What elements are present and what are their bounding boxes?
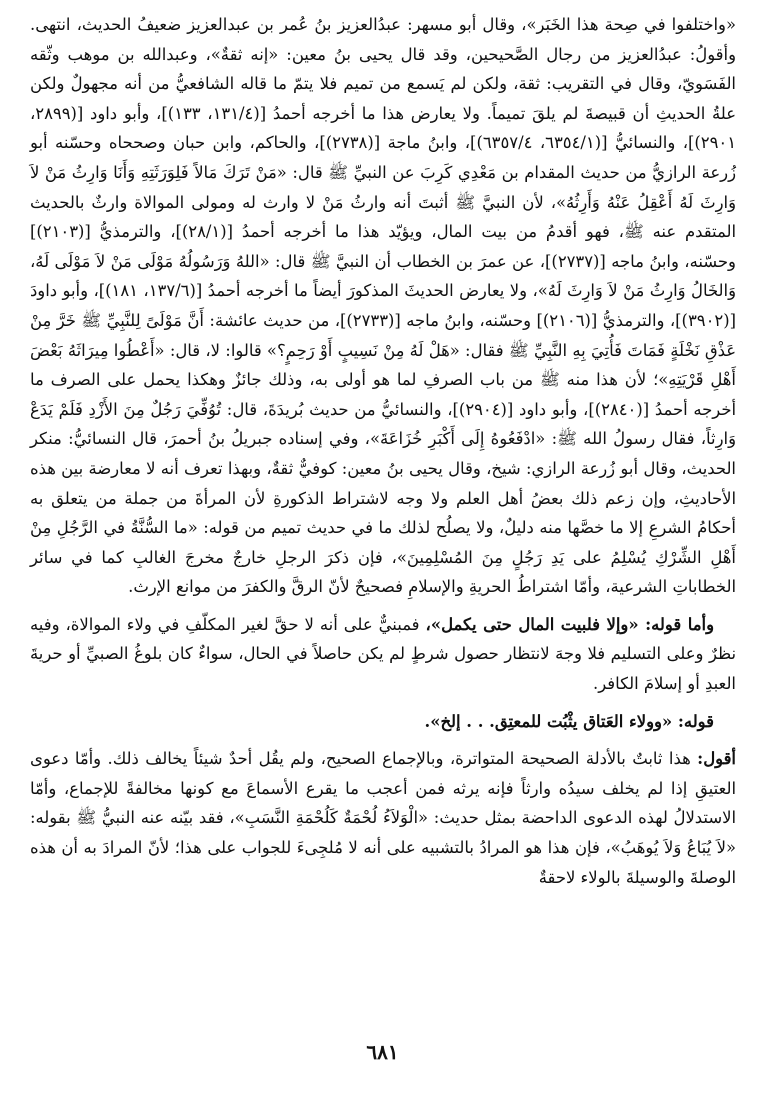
paragraph-body: فمبنيٌّ على أنه لا حقَّ لغير المكلّفِ في ولاء الموالاة، وفيه نظرٌ وعلى التسليم فلا وجهَ لانتظار حصول شرطٍ لم يكن حاصلاً في الحال، سواءٌ كان بلوغُ الصبيِّ أو حريةَ العبدِ أو إسلامَ الكافر.	[30, 614, 736, 694]
paragraph-wala-al-ataq	[30, 707, 736, 737]
paragraph-body: هذا ثابتٌ بالأدلة الصحيحة المتواترة، وبالإجماع الصحيح، ولم يقُل أحدٌ شيئاً يخالف ذلك. وأمّا دعوى العتيقِ إذا لم يخلف سيدُه وارثاً فإنه يرثه فمن أعجب ما يقرع الأسماعَ مع كونها مخالفةً للإجماع، وأمّا الاستدلالُ لهذه الدعوى الداحضة بمثل حديث: «الْوَلاَءُ لُحْمَةٌ كَلُحْمَةِ النَّسَبِ»، فقد بيّنه عنه النبيُّ ﷺ بقوله: «لاَ يُبَاعُ وَلاَ يُوهَبُ»، فإن هذا هو المرادُ بالتشبيه على أنه لا مُلجِىءَ للجواب على هذا؛ لأنّ المرادَ به أن هذه الوصلةَ والوسيلةَ بالولاء لاحقةٌ	[30, 749, 736, 887]
paragraph-aqul	[30, 744, 736, 892]
paragraph-hadith-discussion: «واختلفوا في صِحة هذا الخَبَر»، وقال أبو مسهر: عبدُالعزيز بنُ عُمر بن عبدالعزيز ضعيفُ الحديث، انتهى. وأقولُ: عبدُالعزيز من رجال الصَّحيحين، وقد قال يحيى بنُ معين: «إنه ثقةٌ»، وعبدالله بن موهب وثّقه الفَسَويّ، وقال في التقريب: ثقة، ولكن لم يَسمع من تميم فلا يتمّ ما قاله الشافعيُّ من أنه مجهولٌ ولكن علةُ الحديثِ أن قبيصةَ لم يلقَ تميماً. ولا يعارض هذا ما أخرجه أحمدُ [(١٣١/٤، ١٣٣)]، وأبو داود [(٢٨٩٩، ٢٩٠١)]، والنسائيُّ [(٦٣٥٤/١، ٦٣٥٧/٤)]، وابنُ ماجة [(٢٧٣٨)]، والحاكم، وابن حبان وصححاه وحسّنه أبو زُرعة الرازيُّ من حديث المقدام بن مَعْدِي كَرِبَ عن النبيِّ ﷺ قال: «مَنْ تَرَكَ مَالاً فَلِوَرَثَتِهِ وَأَنَا وَارِثُ مَنْ لاَ وَارِثَ لَهُ أَعْقِلُ عَنْهُ وَأَرِثُهُ»، لأن النبيَّ ﷺ أثبتَ أنه وارثُ مَنْ لا وارث له ومولى الموالاة وارثٌ بالحديث المتقدم عنه ﷺ، فهو أقدمُ من بيت المال، ويؤيّد هذا ما أخرجه أحمدُ [(٢٨/١)]، والترمذيُّ [(٢١٠٣)] وحسّنه، وابنُ ماجه [(٢٧٣٧)]، عن عمرَ بن الخطاب أن النبيَّ ﷺ قال: «اللهُ وَرَسُولُهُ مَوْلَى مَنْ لاَ مَوْلَى لَهُ، وَالخَالُ وَارِثُ مَنْ لاَ وَارِثَ لَهُ»، ولا يعارض الحديثَ المذكورَ أيضاً ما أخرجه أحمدُ [(١٣٧/٦، ١٨١)]، وأبو داودَ [(٣٩٠٢)]، والترمذيُّ [(٢١٠٦)] وحسّنه، وابنُ ماجه [(٢٧٣٣)]، من حديث عائشة: أَنَّ مَوْلَىً لِلنَّبِيِّ ﷺ خَرَّ مِنْ عَذْقِ نَخْلَةٍ فَمَاتَ فَأُتِيَ بِهِ النَّبِيِّ ﷺ فقال: «هَلْ لَهُ مِنْ نَسِيبٍ أَوْ رَحِمٍ؟» قالوا: لا، قال: «أَعْطُوا مِيرَاثَهُ بَعْضَ أَهْلِ قَرْيَتِهِ»؛ لأن هذا منه ﷺ من باب الصرفِ لما هو أولى به، وذلك جائزٌ وهكذا يحمل على الصرف ما أخرجه أحمدُ [(٢٨٤٠)]، وأبو داود [(٢٩٠٤)]، والنسائيُّ من حديث بُريدَةَ، قال: تُوُفِّيَ رَجُلٌ مِنَ الأَزْدِ فَلَمْ يَدَعْ وَارِثاً، فقال رسولُ الله ﷺ: «ادْفَعُوهُ إِلَى أَكْبَرِ خُزَاعَةَ»، وفي إسناده جبريلُ بنُ أحمرَ، قال النسائيُّ: منكر الحديث، وقال أبو زُرعة الرازي: شيخ، وقال يحيى بنُ معين: كوفيٌّ ثقةٌ، وبهذا تعرف أنه لا معارضة بين هذه الأحاديثِ، وإن زعم ذلك بعضُ أهل العلم ولا وجه لاشتراط الذكورةِ لأن المرأةَ من جملة من يتعلق به أحكامُ الشرعِ إلا ما خصَّها منه دليلٌ، ولا يصلُح لذلك ما في حديث تميم من قوله: «ما السُّنَّةُ في الرَّجُلِ مِنْ أَهْلِ الشِّرْكِ يُسْلِمُ على يَدِ رَجُلٍ مِنَ المُسْلِمِينَ»، فإن ذكرَ الرجلِ خارجٌ مخرجَ الغالبِ كما في سائر الخطاباتِ الشرعية، وأمّا اشتراطُ الحريةِ والإسلامِ فصحيحٌ لأنّ الرقَّ والكفرَ من موانع الإرث.	[30, 15, 737, 597]
paragraph-bayt-al-mal	[30, 610, 736, 699]
paragraph-lead: وأما قوله: «وإلا فلبيت المال حتى يكمل»،	[425, 614, 714, 634]
paragraph-lead: أقول:	[697, 749, 736, 769]
paragraph-lead: قوله: «وولاء العَتاق يثْبُت للمعتِق. . . إلخ».	[424, 711, 714, 731]
document-page	[30, 10, 736, 892]
page-number: ٦٨١	[366, 1040, 399, 1064]
